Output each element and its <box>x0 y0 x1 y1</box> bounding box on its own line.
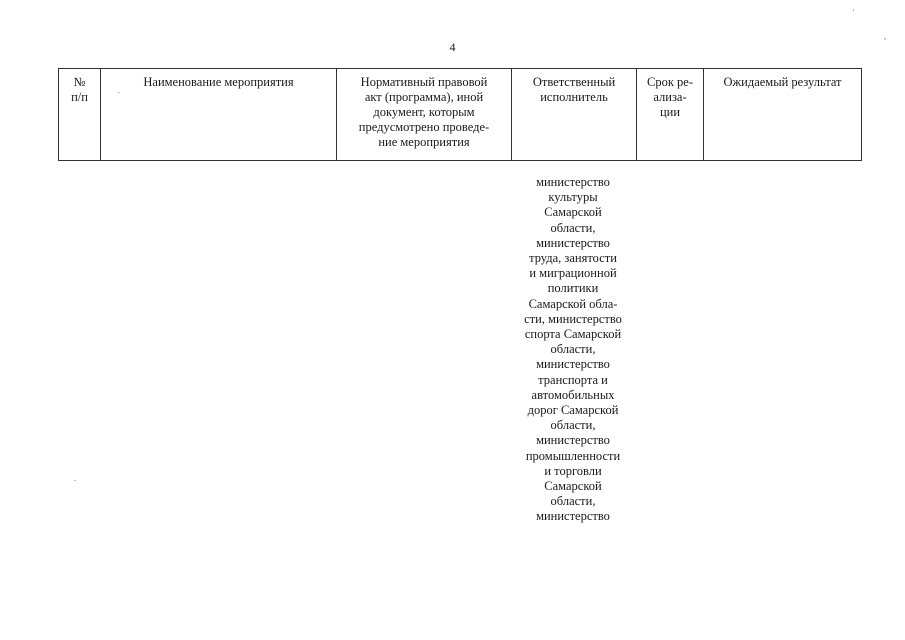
responsible-line: автомобильных <box>531 387 615 402</box>
responsible-line: политики <box>547 281 599 296</box>
responsible-line: сти, министерство <box>524 311 622 326</box>
responsible-line: области, <box>550 418 596 433</box>
responsible-executor-cell <box>511 175 635 525</box>
measures-table-header <box>58 68 862 161</box>
responsible-line: труда, занятости <box>529 251 617 266</box>
responsible-line: министерство <box>536 509 610 524</box>
scan-speck: ' <box>853 8 855 17</box>
col-legal-act-header: Нормативный правовой акт (программа), иной документ, которым предусмотрено проведе- ние мероприятия <box>337 69 512 161</box>
scan-speck: . <box>74 474 76 483</box>
responsible-line: и миграционной <box>529 266 617 281</box>
page-number: 4 <box>449 40 456 54</box>
responsible-line: промышленности <box>525 448 621 463</box>
responsible-line: министерство <box>536 175 610 189</box>
responsible-line: министерство <box>536 235 610 250</box>
responsible-line: дорог Самарской <box>527 403 619 418</box>
responsible-line: Самарской <box>544 479 602 494</box>
responsible-line: культуры <box>548 190 598 205</box>
responsible-line: министерство <box>536 357 610 372</box>
col-measure-name-header: Наименование мероприятия <box>101 69 337 161</box>
responsible-line: и торговли <box>544 463 602 478</box>
responsible-line: Самарской обла- <box>528 296 618 311</box>
responsible-line: Самарской <box>544 205 602 220</box>
responsible-line: министерство <box>536 433 610 448</box>
col-responsible-header: Ответственный исполнитель <box>512 69 637 161</box>
scan-speck: . <box>118 86 120 95</box>
responsible-line: области, <box>550 342 596 357</box>
responsible-line: области, <box>550 494 596 509</box>
col-number-header: № п/п <box>59 69 101 161</box>
responsible-line: области, <box>550 220 596 235</box>
col-deadline-header: Срок ре- ализа- ции <box>637 69 704 161</box>
scan-speck: , <box>884 32 886 41</box>
responsible-line: спорта Самарской <box>524 327 622 342</box>
responsible-line: транспорта и <box>538 372 608 387</box>
col-expected-result-header: Ожидаемый результат <box>704 69 862 161</box>
